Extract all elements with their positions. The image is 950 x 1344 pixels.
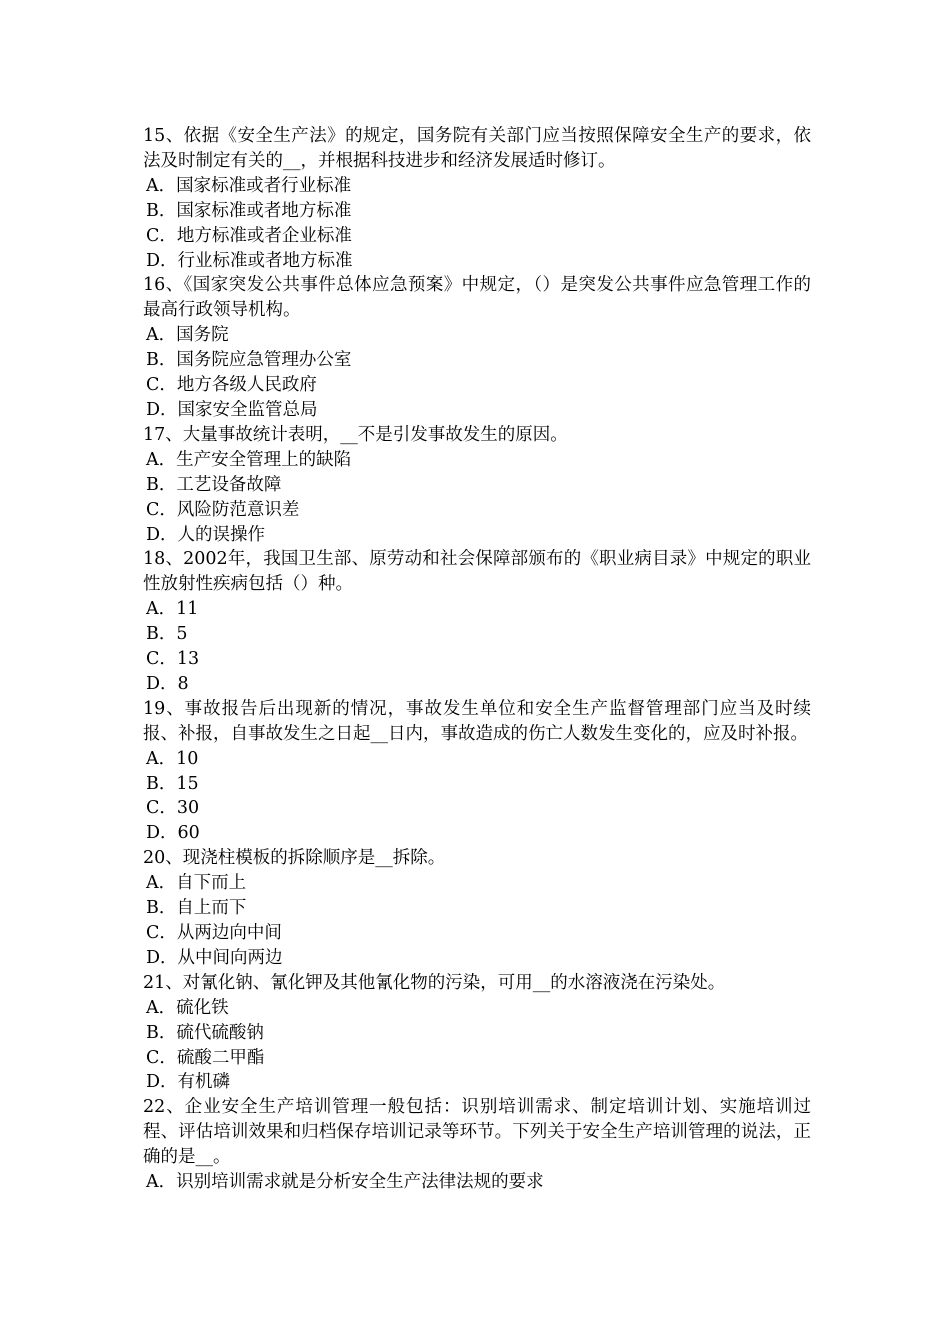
option-c: C．硫酸二甲酯: [146, 1047, 265, 1068]
question-17: [143, 423, 811, 548]
document-page: [143, 124, 811, 1195]
question-stem: 19、事故报告后出现新的情况，事故发生单位和安全生产监督管理部门应当及时续报、补报，自事故发生之日起__日内，事故造成的伤亡人数发生变化的，应及时补报。: [143, 698, 811, 744]
option-c: C．地方各级人民政府: [146, 375, 317, 396]
question-stem: 15、依据《安全生产法》的规定，国务院有关部门应当按照保障安全生产的要求，依法及时制定有关的__，并根据科技进步和经济发展适时修订。: [143, 126, 811, 171]
option-a: A．11: [146, 599, 199, 620]
option-c: C．30: [146, 798, 200, 819]
option-d: D．从中间向两边: [146, 947, 283, 968]
question-stem: 21、对氰化钠、氰化钾及其他氰化物的污染，可用__的水溶液浇在污染处。: [143, 972, 726, 993]
option-c: C．13: [146, 649, 200, 670]
option-a: A．国家标准或者行业标准: [146, 175, 352, 196]
option-d: D．8: [146, 673, 189, 694]
question-stem: 20、现浇柱模板的拆除顺序是__拆除。: [143, 848, 446, 869]
question-21: [143, 971, 811, 1096]
option-b: B．自上而下: [146, 898, 247, 919]
question-stem: 17、大量事故统计表明，__不是引发事故发生的原因。: [143, 424, 568, 445]
option-b: B．国务院应急管理办公室: [146, 350, 352, 371]
option-a: A．生产安全管理上的缺陷: [146, 449, 352, 470]
question-stem: 16、《国家突发公共事件总体应急预案》中规定，（）是突发公共事件应急管理工作的最高行政领导机构。: [143, 275, 811, 321]
option-d: D．人的误操作: [146, 524, 266, 545]
option-a: A．识别培训需求就是分析安全生产法律法规的要求: [146, 1172, 544, 1193]
question-19: [143, 697, 811, 846]
option-a: A．自下而上: [146, 873, 247, 894]
option-a: A．硫化铁: [146, 997, 229, 1018]
question-22: [143, 1095, 811, 1195]
question-18: [143, 547, 811, 696]
option-b: B．15: [146, 773, 199, 794]
question-stem: 22、企业安全生产培训管理一般包括：识别培训需求、制定培训计划、实施培训过程、评估培训效果和归档保存培训记录等环节。下列关于安全生产培训管理的说法，正确的是__。: [143, 1097, 811, 1168]
option-c: C．地方标准或者企业标准: [146, 225, 352, 246]
option-c: C．从两边向中间: [146, 923, 282, 943]
option-b: B．工艺设备故障: [146, 474, 282, 495]
option-d: D．有机磷: [146, 1072, 231, 1093]
option-d: D．60: [146, 823, 200, 844]
option-a: A．国务院: [146, 325, 229, 346]
question-20: [143, 846, 811, 971]
option-d: D．行业标准或者地方标准: [146, 250, 353, 271]
option-a: A．10: [146, 748, 199, 769]
option-b: B．5: [146, 624, 188, 645]
question-15: [143, 124, 811, 273]
question-16: [143, 273, 811, 422]
question-stem: 18、2002年，我国卫生部、原劳动和社会保障部颁布的《职业病目录》中规定的职业性放射性疾病包括（）种。: [143, 549, 811, 595]
option-c: C．风险防范意识差: [146, 499, 300, 520]
option-d: D．国家安全监管总局: [146, 399, 318, 420]
option-b: B．国家标准或者地方标准: [146, 200, 352, 221]
option-b: B．硫代硫酸钠: [146, 1022, 264, 1043]
